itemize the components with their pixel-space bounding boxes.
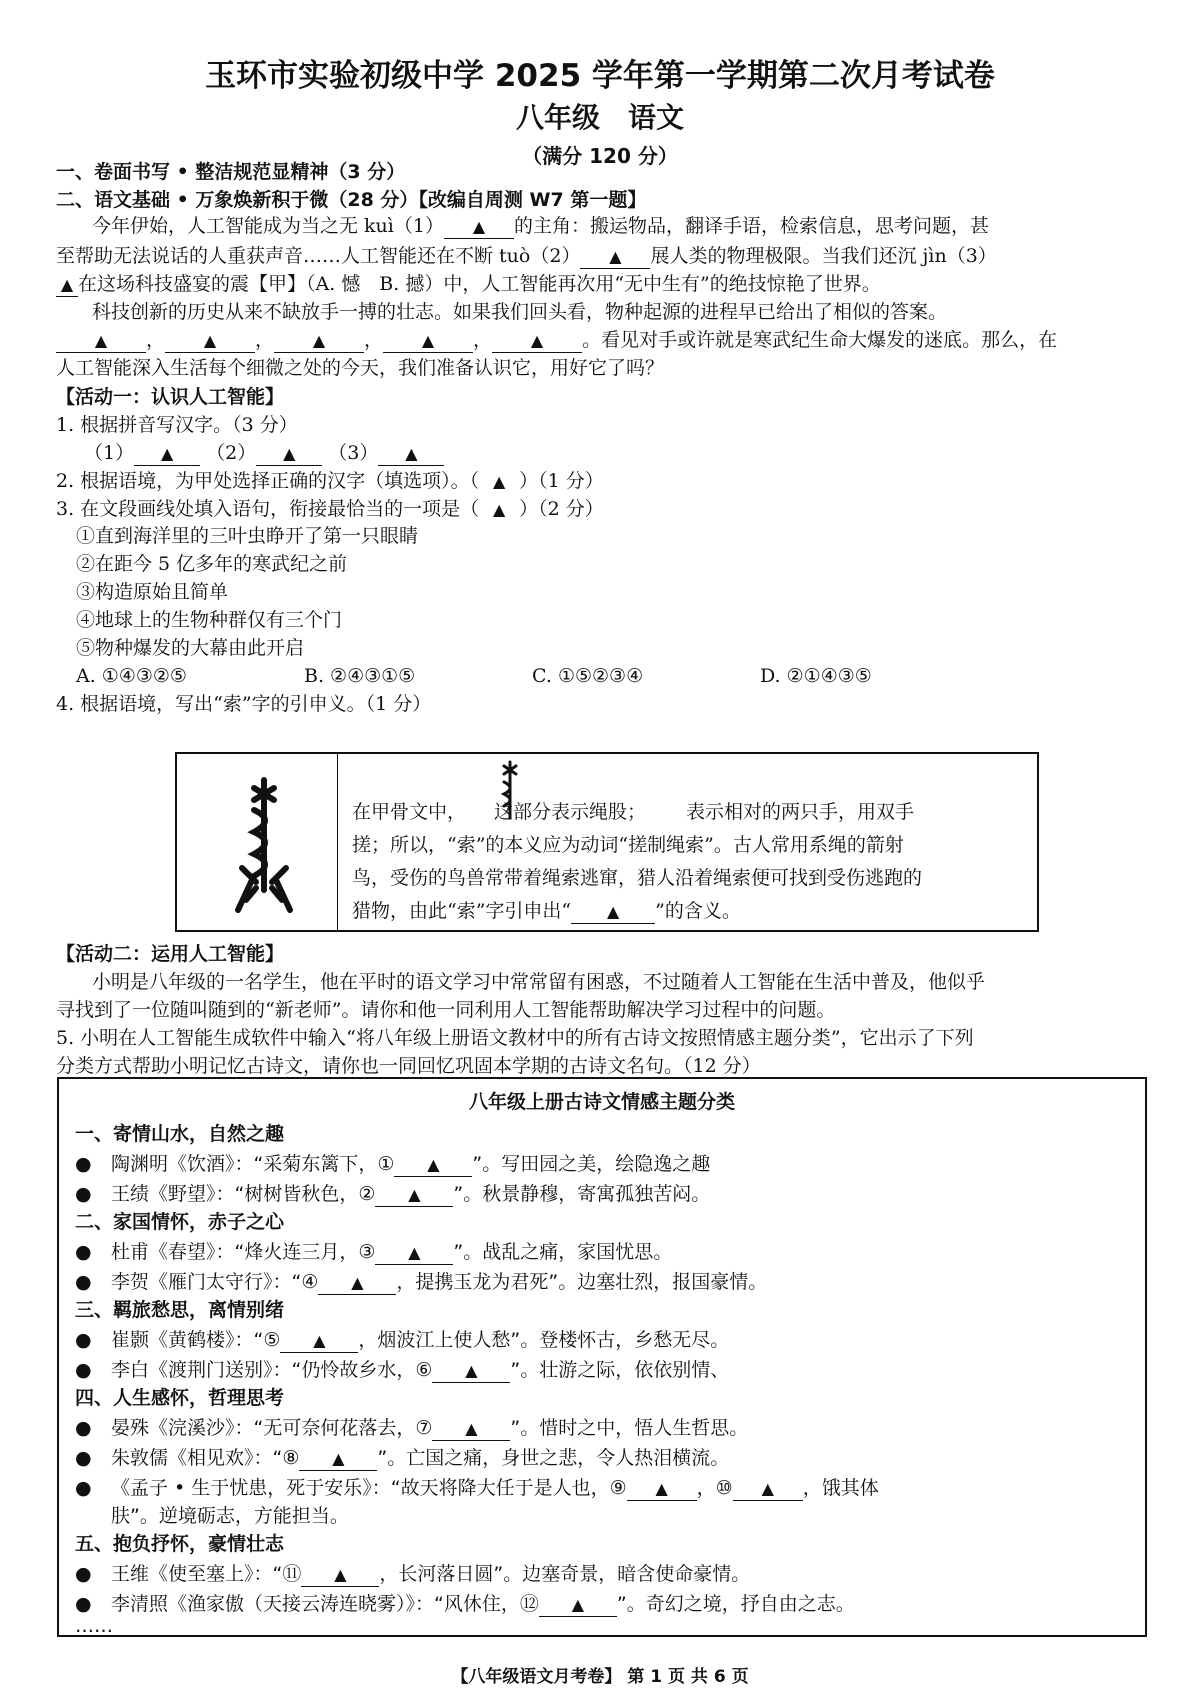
box-divider bbox=[337, 754, 338, 930]
passage-text: 至帮助无法说话的人重获声音……人工智能还在不断 tuò（2） bbox=[56, 245, 581, 267]
suo-explanation: 在甲骨文中， 这部分表示绳股； 表示相对的两只手，用双手 搓；所以，“索”的本义应为动词“搓制绳索”。古人常用系绳的箭射 鸟，受伤的鸟兽常带着绳索逃窜，猎人沿着绳索便可找到受伤逃跑的 猎物，由此“索”字引申出“ ▲ ”的含义。 bbox=[352, 801, 923, 922]
underline-slot-4[interactable]: ▲ bbox=[383, 330, 473, 353]
question-5-line-1: 5. 小明在人工智能生成软件中输入“将八年级上册语文教材中的所有古诗文按照情感主题分类”，它出示了下列 bbox=[56, 1027, 974, 1049]
bullet-icon: ● bbox=[75, 1153, 92, 1175]
activity-two-heading: 【活动二：运用人工智能】 bbox=[56, 943, 285, 965]
bullet-icon: ● bbox=[75, 1271, 92, 1293]
q1-answer-1[interactable]: ▲ bbox=[134, 443, 200, 466]
bullet-icon: ● bbox=[75, 1183, 92, 1205]
section-heading: 三、羁旅愁思，离情别绪 bbox=[75, 1299, 285, 1321]
activity-two-text-2: 寻找到了一位随叫随到的“新老师”。请你和他一同利用人工智能帮助解决学习过程中的问题。 bbox=[56, 999, 836, 1021]
exam-subtitle: 八年级 语文 bbox=[515, 101, 684, 134]
passage-text: 今年伊始，人工智能成为当之无 kuì（1） bbox=[92, 215, 444, 237]
q3-option: ②在距今 5 亿多年的寒武纪之前 bbox=[76, 553, 348, 575]
exam-title: 玉环市实验初级中学 2025 学年第一学期第二次月考试卷 bbox=[205, 58, 995, 94]
poem-blank-9[interactable]: ▲ bbox=[627, 1478, 697, 1501]
table-row: ● 《孟子 • 生于忧患，死于安乐》：“故天将降大任于是人也，⑨ ▲ ，⑩ ▲ ，饿其体 bbox=[75, 1473, 1135, 1503]
activity-two-text-1: 小明是八年级的一名学生，他在平时的语文学习中常常留有困惑，不过随着人工智能在生活中普及，他似乎 bbox=[92, 971, 986, 993]
suo-character-box bbox=[175, 752, 1039, 932]
q4-answer[interactable]: ▲ bbox=[571, 901, 655, 924]
passage-line-6: 人工智能深入生活每个细微之处的今天，我们准备认识它，用好它了吗？ bbox=[56, 357, 665, 379]
page-footer: 【八年级语文月考卷】 第 1 页 共 6 页 bbox=[451, 1667, 749, 1687]
question-2: 2. 根据语境，为甲处选择正确的汉字（填选项）。（ ▲ ）（1 分） bbox=[56, 467, 1160, 496]
table-row: ● 李白《渡荆门送别》：“仍怜故乡水，⑥ ▲ ”。壮游之际，依依别情、 bbox=[75, 1355, 1135, 1385]
poem-blank-10[interactable]: ▲ bbox=[733, 1478, 803, 1501]
bullet-icon: ● bbox=[75, 1593, 92, 1615]
bullet-icon: ● bbox=[75, 1241, 92, 1263]
question-4: 4. 根据语境，写出“索”字的引申义。（1 分） bbox=[56, 693, 432, 715]
passage-text: 。看见对手或许就是寒武纪生命大爆发的迷底。那么，在 bbox=[582, 329, 1058, 351]
answer-blank-3[interactable]: ▲ bbox=[56, 274, 78, 297]
passage-line-1 bbox=[92, 212, 1160, 240]
passage-text: 展人类的物理极限。当我们还沉 jìn（3） bbox=[650, 245, 997, 267]
poem-blank-11[interactable]: ▲ bbox=[301, 1564, 379, 1587]
q3-option: ⑤物种爆发的大幕由此开启 bbox=[76, 637, 305, 659]
q3-choices bbox=[76, 662, 1160, 690]
table-row: ● 陶渊明《饮酒》：“采菊东篱下，① ▲ ”。写田园之美，绘隐逸之趣 bbox=[75, 1149, 1135, 1179]
choice-c[interactable]: C. ①⑤②③④ bbox=[532, 665, 644, 687]
section-heading: 二、家国情怀，赤子之心 bbox=[75, 1211, 285, 1233]
activity-one-heading: 【活动一：认识人工智能】 bbox=[56, 386, 285, 408]
table-heading: 八年级上册古诗文情感主题分类 bbox=[468, 1091, 735, 1113]
choice-d[interactable]: D. ②①④③⑤ bbox=[760, 665, 872, 687]
choice-b[interactable]: B. ②④③①⑤ bbox=[304, 665, 416, 687]
question-1-blanks: （1） ▲ （2） ▲ （3） ▲ bbox=[84, 439, 1160, 467]
answer-blank-1[interactable]: ▲ bbox=[444, 216, 514, 239]
table-row: ● 晏殊《浣溪沙》：“无可奈何花落去，⑦ ▲ ”。惜时之中，悟人生哲思。 bbox=[75, 1413, 1135, 1443]
passage-line-3 bbox=[56, 270, 1160, 298]
underline-slot-1[interactable]: ▲ bbox=[56, 330, 146, 353]
underline-slot-2[interactable]: ▲ bbox=[165, 330, 255, 353]
section-heading: 四、人生感怀，哲理思考 bbox=[75, 1387, 285, 1409]
poem-blank-1[interactable]: ▲ bbox=[394, 1154, 472, 1177]
question-1: 1. 根据拼音写汉字。（3 分） bbox=[56, 414, 298, 436]
question-3: 3. 在文段画线处填入语句，衔接最恰当的一项是（ ▲ ）（2 分） bbox=[56, 495, 1160, 524]
table-row: ● 李清照《渔家傲（天接云涛连晓雾）》：“风休住，⑫ ▲ ”。奇幻之境，抒自由之志。 bbox=[75, 1589, 1135, 1619]
answer-blank-2[interactable]: ▲ bbox=[580, 246, 650, 269]
q3-answer[interactable]: ▲ bbox=[493, 500, 506, 519]
ellipsis: …… bbox=[75, 1615, 113, 1637]
table-row: ● 朱敦儒《相见欢》：“⑧ ▲ ”。亡国之痛，身世之悲，令人热泪横流。 bbox=[75, 1443, 1135, 1473]
q3-option: ①直到海洋里的三叶虫睁开了第一只眼睛 bbox=[76, 525, 419, 547]
poem-blank-2[interactable]: ▲ bbox=[375, 1184, 453, 1207]
part-two-heading: 二、语文基础 • 万象焕新积于微（28 分）【改编自周测 W7 第一题】 bbox=[56, 189, 647, 211]
poem-blank-6[interactable]: ▲ bbox=[432, 1360, 510, 1383]
poem-theme-table bbox=[57, 1077, 1147, 1637]
table-row-continued: 肤”。逆境砺志，方能担当。 bbox=[111, 1505, 349, 1527]
passage-text: 的主角：搬运物品，翻译手语，检索信息，思考问题，甚 bbox=[513, 215, 989, 237]
poem-blank-7[interactable]: ▲ bbox=[432, 1418, 510, 1441]
table-row: ● 王维《使至塞上》：“⑪ ▲ ，长河落日圆”。边塞奇景，暗含使命豪情。 bbox=[75, 1559, 1135, 1589]
section-heading: 五、抱负抒怀，豪情壮志 bbox=[75, 1533, 285, 1555]
choice-a[interactable]: A. ①④③②⑤ bbox=[76, 665, 187, 687]
q1-answer-3[interactable]: ▲ bbox=[378, 443, 444, 466]
bullet-icon: ● bbox=[75, 1563, 92, 1585]
table-row: ● 崔颢《黄鹤楼》：“⑤ ▲ ，烟波江上使人愁”。登楼怀古，乡愁无尽。 bbox=[75, 1325, 1135, 1355]
q3-option: ④地球上的生物种群仅有三个门 bbox=[76, 609, 343, 631]
underline-slot-5[interactable]: ▲ bbox=[492, 330, 582, 353]
table-row: ● 杜甫《春望》：“烽火连三月，③ ▲ ”。战乱之痛，家国忧思。 bbox=[75, 1237, 1135, 1267]
passage-line-5: ▲ ， ▲ ， ▲ ， ▲ ， ▲ 。看见对手或许就是寒武纪生命大爆发的迷底。那么，在 bbox=[56, 326, 1160, 354]
question-5-line-2: 分类方式帮助小明记忆古诗文，请你也一同回忆巩固本学期的古诗文名句。（12 分） bbox=[56, 1055, 761, 1077]
passage-text: 在这场科技盛宴的震【甲】（A. 憾 B. 撼）中，人工智能再次用“无中生有”的绝技惊艳了世界。 bbox=[78, 273, 881, 295]
poem-blank-5[interactable]: ▲ bbox=[280, 1330, 358, 1353]
q2-answer[interactable]: ▲ bbox=[493, 472, 506, 491]
table-row: ● 王绩《野望》：“树树皆秋色，② ▲ ”。秋景静穆，寄寓孤独苦闷。 bbox=[75, 1179, 1135, 1209]
q1-answer-2[interactable]: ▲ bbox=[256, 443, 322, 466]
bullet-icon: ● bbox=[75, 1447, 92, 1469]
table-row: ● 李贺《雁门太守行》：“④ ▲ ，提携玉龙为君死”。边塞壮烈，报国豪情。 bbox=[75, 1267, 1135, 1297]
poem-blank-4[interactable]: ▲ bbox=[318, 1272, 396, 1295]
part-one-heading: 一、卷面书写 • 整洁规范显精神（3 分） bbox=[56, 161, 406, 183]
q3-option: ③构造原始且简单 bbox=[76, 581, 229, 603]
section-heading: 一、寄情山水，自然之趣 bbox=[75, 1123, 285, 1145]
bullet-icon: ● bbox=[75, 1477, 92, 1499]
poem-blank-8[interactable]: ▲ bbox=[299, 1448, 377, 1471]
bullet-icon: ● bbox=[75, 1417, 92, 1439]
poem-blank-3[interactable]: ▲ bbox=[375, 1242, 453, 1265]
bullet-icon: ● bbox=[75, 1329, 92, 1351]
underline-slot-3[interactable]: ▲ bbox=[274, 330, 364, 353]
exam-score: （满分 120 分） bbox=[522, 144, 678, 168]
oracle-bone-suo-glyph bbox=[232, 770, 296, 920]
passage-line-2 bbox=[56, 242, 1160, 270]
bullet-icon: ● bbox=[75, 1359, 92, 1381]
passage-line-4: 科技创新的历史从来不缺放手一搏的壮志。如果我们回头看，物种起源的进程早已给出了相似的答案。 bbox=[92, 301, 948, 323]
poem-blank-12[interactable]: ▲ bbox=[539, 1594, 617, 1617]
